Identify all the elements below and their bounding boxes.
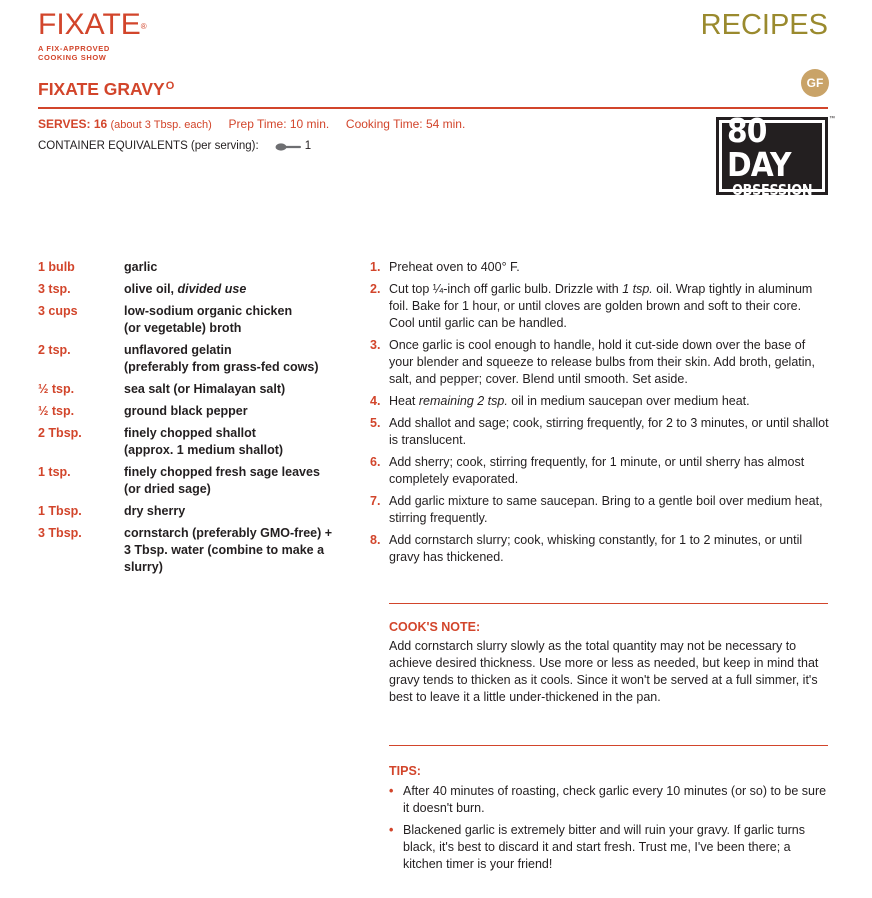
instruction-list bbox=[370, 259, 830, 571]
ingredient-name: ground black pepper bbox=[124, 404, 248, 418]
ingredient-quantity: ½ tsp. bbox=[38, 382, 75, 396]
ingredient-name: finely chopped shallot (approx. 1 medium shallot) bbox=[124, 426, 284, 457]
ingredient-name: unflavored gelatin (preferably from grass-fed cows) bbox=[124, 343, 319, 374]
step-text: Add sherry; cook, stirring frequently, for 1 minute, or until sherry has almost completely evaporated. bbox=[389, 455, 805, 486]
brand-logo bbox=[38, 10, 147, 40]
section-heading: RECIPES bbox=[700, 9, 828, 41]
step-number: 4. bbox=[370, 394, 381, 408]
step-text: Add cornstarch slurry; cook, whisking constantly, for 1 to 2 minutes, or until gravy has thickened. bbox=[389, 533, 803, 564]
serves-note: (about 3 Tbsp. each) bbox=[110, 119, 212, 131]
step-number: 5. bbox=[370, 416, 381, 430]
ingredient-quantity: 1 tsp. bbox=[38, 465, 71, 479]
ingredient-name: dry sherry bbox=[124, 504, 186, 518]
ingredient-name: garlic bbox=[124, 260, 158, 274]
ingredient-row bbox=[38, 503, 348, 520]
badge-line-1: 80 DAY bbox=[727, 111, 791, 184]
tip-item bbox=[389, 822, 829, 873]
instruction-step bbox=[370, 259, 830, 276]
step-text: Add shallot and sage; cook, stirring frequently, for 2 to 3 minutes, or until shallot is translucent. bbox=[389, 416, 829, 447]
ingredient-row bbox=[38, 464, 348, 498]
instruction-step bbox=[370, 393, 830, 410]
step-number: 1. bbox=[370, 260, 381, 274]
container-label: CONTAINER EQUIVALENTS (per serving): bbox=[38, 140, 259, 152]
bullet-icon: • bbox=[389, 784, 394, 798]
step-text: Add garlic mixture to same saucepan. Bring to a gentle boil over medium heat, stirring frequently. bbox=[389, 494, 823, 525]
tips-title: TIPS: bbox=[389, 764, 421, 778]
cooks-note-title: COOK'S NOTE: bbox=[389, 620, 481, 634]
ingredient-quantity: 3 tsp. bbox=[38, 282, 71, 296]
ingredient-row bbox=[38, 281, 348, 298]
instruction-step bbox=[370, 454, 830, 488]
ingredient-quantity: ½ tsp. bbox=[38, 404, 75, 418]
step-number: 3. bbox=[370, 338, 381, 352]
ingredient-note: divided use bbox=[177, 282, 247, 296]
cooks-note-divider bbox=[389, 603, 828, 604]
ingredient-quantity: 1 bulb bbox=[38, 260, 75, 274]
badge-line-2: OBSESSION bbox=[731, 181, 813, 199]
ingredient-name: cornstarch (preferably GMO-free) + 3 Tbsp. water (combine to make a slurry) bbox=[124, 526, 333, 574]
container-value: 1 bbox=[304, 140, 312, 152]
ingredient-row bbox=[38, 303, 348, 337]
step-number: 2. bbox=[370, 282, 381, 296]
ingredient-row bbox=[38, 403, 348, 420]
serves-value: 16 bbox=[93, 117, 108, 131]
ingredient-row bbox=[38, 425, 348, 459]
brand-trademark: ® bbox=[140, 22, 147, 31]
instruction-step bbox=[370, 337, 830, 388]
teaspoon-icon bbox=[275, 142, 301, 152]
brand-name: FIXATE bbox=[38, 8, 141, 41]
ingredient-quantity: 3 cups bbox=[38, 304, 78, 318]
ingredient-row bbox=[38, 525, 348, 576]
ingredient-row bbox=[38, 342, 348, 376]
serving-info bbox=[38, 117, 465, 133]
tip-text: Blackened garlic is extremely bitter and will ruin your gravy. If garlic turns black, it's best to discard it and start fresh. Trust me, I've been there; a kitchen timer is your friend! bbox=[403, 823, 806, 871]
gluten-free-badge: GF bbox=[801, 69, 829, 97]
container-equivalents bbox=[38, 139, 311, 154]
tips-divider bbox=[389, 745, 828, 746]
ingredient-row bbox=[38, 259, 348, 276]
step-emphasis: remaining 2 tsp. bbox=[418, 394, 508, 408]
tip-text: After 40 minutes of roasting, check garlic every 10 minutes (or so) to be sure it doesn't burn. bbox=[403, 784, 827, 815]
cooks-note-body: Add cornstarch slurry slowly as the total quantity may not be necessary to achieve desired thickness. Use more or less as needed, but keep in mind that gravy tends to thicken as it cools. Since it won't be served at a full simmer, it's best to leave it a little under-thickened in the pan. bbox=[389, 639, 819, 704]
ingredient-quantity: 2 Tbsp. bbox=[38, 426, 82, 440]
ingredient-quantity: 1 Tbsp. bbox=[38, 504, 82, 518]
instruction-step bbox=[370, 532, 830, 566]
cooking-time: Cooking Time: 54 min. bbox=[345, 117, 466, 131]
instruction-step bbox=[370, 415, 830, 449]
title-mark: O bbox=[165, 80, 175, 92]
brand-tagline-line-2: COOKING SHOW bbox=[38, 53, 107, 62]
step-number: 6. bbox=[370, 455, 381, 469]
badge-trademark: ™ bbox=[829, 116, 835, 122]
ingredient-name: finely chopped fresh sage leaves (or dried sage) bbox=[124, 465, 320, 496]
ingredient-quantity: 2 tsp. bbox=[38, 343, 71, 357]
prep-time: Prep Time: 10 min. bbox=[228, 117, 330, 131]
step-emphasis: 1 tsp. bbox=[622, 282, 653, 296]
bullet-icon: • bbox=[389, 823, 394, 837]
ingredient-quantity: 3 Tbsp. bbox=[38, 526, 82, 540]
instruction-step bbox=[370, 281, 830, 332]
ingredient-name: low-sodium organic chicken (or vegetable) broth bbox=[124, 304, 293, 335]
step-text: Preheat oven to 400° F. bbox=[389, 260, 520, 274]
recipe-title-text: FIXATE GRAVY bbox=[38, 79, 165, 99]
step-text: Cut top ¼-inch off garlic bulb. Drizzle with 1 tsp. oil. Wrap tightly in aluminum foil. Bake for 1 hour, or until cloves are golden brown and soft to their core. Cool until garlic can be handled. bbox=[389, 282, 813, 330]
program-badge bbox=[716, 111, 828, 199]
brand-tagline-line-1: A FIX-APPROVED bbox=[38, 44, 110, 53]
recipe-title bbox=[38, 78, 174, 100]
step-number: 7. bbox=[370, 494, 381, 508]
step-text: Once garlic is cool enough to handle, hold it cut-side down over the base of your blender and squeeze to release bulbs from their skin. Add broth, gelatin, salt, and pepper; cover. Blend until smooth. Set aside. bbox=[389, 338, 815, 386]
tip-item bbox=[389, 783, 829, 817]
step-text: Heat remaining 2 tsp. oil in medium saucepan over medium heat. bbox=[389, 394, 750, 408]
brand-tagline bbox=[38, 44, 110, 62]
ingredient-name: sea salt (or Himalayan salt) bbox=[124, 382, 286, 396]
tips-list bbox=[389, 783, 829, 878]
ingredient-list bbox=[38, 259, 348, 581]
ingredient-name: olive oil, divided use bbox=[124, 282, 247, 296]
instruction-step bbox=[370, 493, 830, 527]
step-number: 8. bbox=[370, 533, 381, 547]
serves-label: SERVES: bbox=[38, 117, 91, 131]
ingredient-row bbox=[38, 381, 348, 398]
header-divider bbox=[38, 107, 828, 109]
